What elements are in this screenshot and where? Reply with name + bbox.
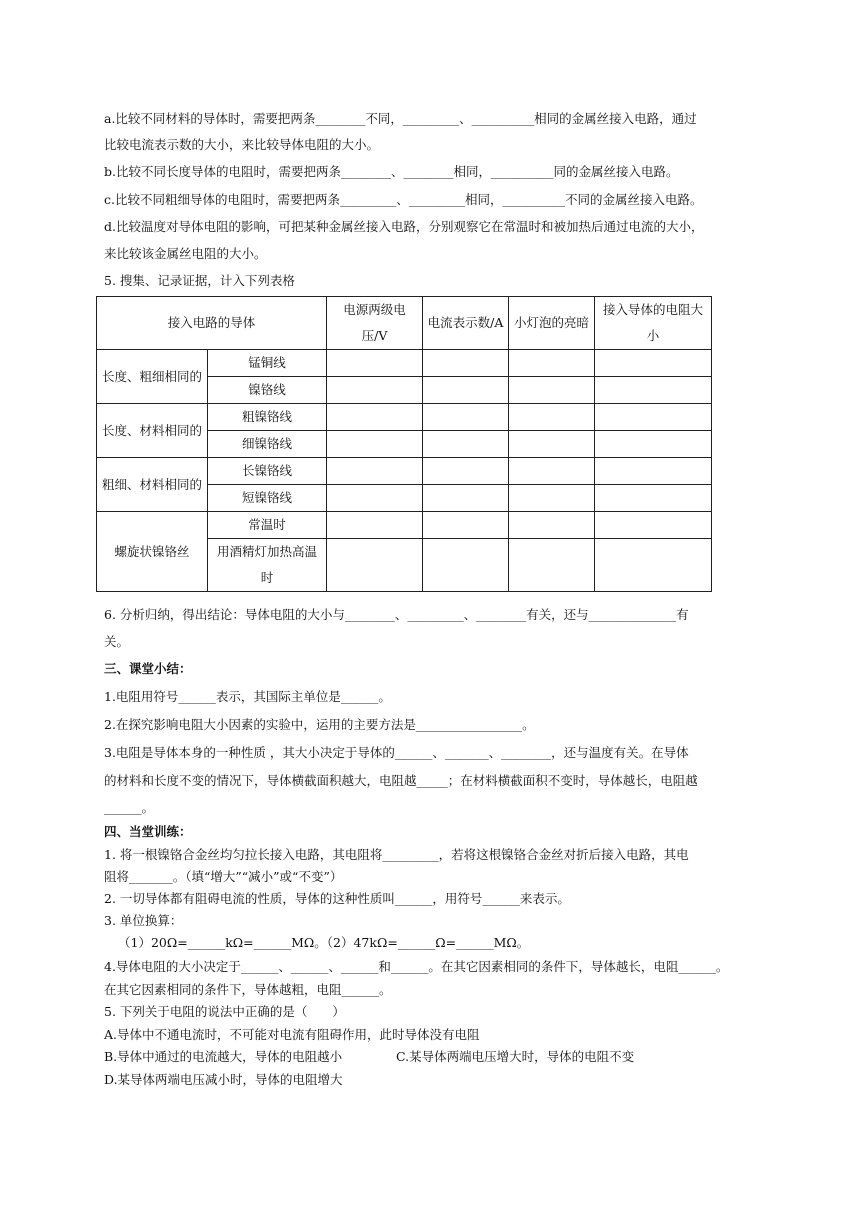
blank-cell[interactable] bbox=[595, 539, 712, 592]
blank-cell[interactable] bbox=[595, 404, 712, 431]
exercise-line: 2. 一切导体都有阻碍电流的性质，导体的这种性质叫______，用符号______来表示。 bbox=[104, 891, 570, 906]
header-resistance: 接入导体的电阻大小 bbox=[595, 297, 712, 350]
exercise-line: 1. 将一根镍铬合金丝均匀拉长接入电路，其电阻将_________，若将这根镍铬合金丝对折后接入电路，其电 bbox=[104, 847, 689, 862]
blank-cell[interactable] bbox=[423, 377, 509, 404]
blank-cell[interactable] bbox=[595, 458, 712, 485]
group-label: 长度、材料相同的 bbox=[97, 404, 208, 458]
header-brightness: 小灯泡的亮暗 bbox=[509, 297, 595, 350]
q6-line2: 关。 bbox=[104, 634, 130, 649]
exercise-line: 5. 下列关于电阻的说法中正确的是（ ） bbox=[104, 1004, 345, 1019]
q-c-line: c.比较不同粗细导体的电阻时，需要把两条_________、_________相同，__________不同的金属丝接入电路。 bbox=[104, 192, 703, 207]
table-row bbox=[97, 512, 712, 539]
table-row bbox=[97, 404, 712, 431]
option-a: A.导体中不通电流时，不可能对电流有阻碍作用，此时导体没有电阻 bbox=[104, 1027, 480, 1042]
q-d-line2: 来比较该金属丝电阻的大小。 bbox=[104, 246, 267, 261]
summary-line: ______。 bbox=[104, 800, 155, 815]
header-current: 电流表示数/A bbox=[423, 297, 509, 350]
section3-title: 三、课堂小结： bbox=[104, 661, 192, 676]
evidence-table bbox=[96, 296, 712, 592]
blank-cell[interactable] bbox=[423, 539, 509, 592]
blank-cell[interactable] bbox=[327, 458, 423, 485]
summary-line: 1.电阻用符号______表示，其国际主单位是______。 bbox=[104, 689, 391, 704]
exercise-line: （1）20Ω=______kΩ=______MΩ。（2）47kΩ=______Ω=______MΩ。 bbox=[118, 935, 530, 950]
blank-cell[interactable] bbox=[327, 539, 423, 592]
blank-cell[interactable] bbox=[327, 404, 423, 431]
item-label: 常温时 bbox=[208, 512, 327, 539]
q5-heading: 5. 搜集、记录证据，计入下列表格 bbox=[104, 273, 295, 288]
blank-cell[interactable] bbox=[423, 431, 509, 458]
blank-cell[interactable] bbox=[423, 458, 509, 485]
q6-line1: 6. 分析归纳，得出结论：导体电阻的大小与________、_________、________有关，还与______________有 bbox=[104, 607, 689, 622]
blank-cell[interactable] bbox=[509, 431, 595, 458]
blank-cell[interactable] bbox=[327, 512, 423, 539]
blank-cell[interactable] bbox=[595, 350, 712, 377]
exercise-line: 在其它因素相同的条件下，导体越粗，电阻______。 bbox=[104, 982, 392, 997]
blank-cell[interactable] bbox=[509, 458, 595, 485]
item-label: 短镍铬线 bbox=[208, 485, 327, 512]
q-b-line: b.比较不同长度导体的电阻时，需要把两条________、________相同，__________同的金属丝接入电路。 bbox=[104, 164, 679, 179]
exercise-line: 3. 单位换算： bbox=[104, 913, 183, 928]
summary-line: 的材料和长度不变的情况下，导体横截面积越大，电阻越_____；在材料横截面积不变时，导体越长，电阻越 bbox=[104, 773, 698, 788]
blank-cell[interactable] bbox=[423, 485, 509, 512]
blank-cell[interactable] bbox=[595, 485, 712, 512]
exercise-line: 4.导体电阻的大小决定于______、______、______和______。在其它因素相同的条件下，导体越长，电阻______。 bbox=[104, 959, 729, 974]
blank-cell[interactable] bbox=[423, 404, 509, 431]
item-label: 长镍铬线 bbox=[208, 458, 327, 485]
q-a-line1: a.比较不同材料的导体时，需要把两条________不同，_________、__________相同的金属丝接入电路，通过 bbox=[104, 111, 697, 126]
group-label: 螺旋状镍铬丝 bbox=[97, 512, 208, 592]
item-label: 锰铜线 bbox=[208, 350, 327, 377]
blank-cell[interactable] bbox=[423, 350, 509, 377]
blank-cell[interactable] bbox=[327, 485, 423, 512]
item-label: 用酒精灯加热高温时 bbox=[208, 539, 327, 592]
option-c: C.某导体两端电压增大时，导体的电阻不变 bbox=[396, 1049, 635, 1064]
blank-cell[interactable] bbox=[509, 350, 595, 377]
summary-line: 3.电阻是导体本身的一种性质 ，其大小决定于导体的______、_______、________，还与温度有关。在导体 bbox=[104, 745, 689, 760]
blank-cell[interactable] bbox=[595, 431, 712, 458]
blank-cell[interactable] bbox=[509, 485, 595, 512]
table-row bbox=[97, 350, 712, 377]
blank-cell[interactable] bbox=[595, 377, 712, 404]
group-label: 粗细、材料相同的 bbox=[97, 458, 208, 512]
q-d-line1: d.比较温度对导体电阻的影响，可把某种金属丝接入电路，分别观察它在常温时和被加热后通过电流的大小， bbox=[104, 219, 704, 234]
option-d: D.某导体两端电压减小时，导体的电阻增大 bbox=[104, 1072, 343, 1087]
header-voltage: 电源两级电压/V bbox=[327, 297, 423, 350]
table-header-row bbox=[97, 297, 712, 350]
item-label: 镍铬线 bbox=[208, 377, 327, 404]
header-conductor: 接入电路的导体 bbox=[97, 297, 327, 350]
summary-line: 2.在探究影响电阻大小因素的实验中，运用的主要方法是_________________。 bbox=[104, 717, 535, 732]
blank-cell[interactable] bbox=[327, 350, 423, 377]
section4-title: 四、当堂训练： bbox=[104, 824, 192, 839]
option-b: B.导体中通过的电流越大，导体的电阻越小 bbox=[104, 1049, 343, 1064]
blank-cell[interactable] bbox=[509, 539, 595, 592]
blank-cell[interactable] bbox=[509, 512, 595, 539]
q-a-line2: 比较电流表示数的大小，来比较导体电阻的大小。 bbox=[104, 137, 380, 152]
item-label: 细镍铬线 bbox=[208, 431, 327, 458]
group-label: 长度、粗细相同的 bbox=[97, 350, 208, 404]
exercise-line: 阻将_______。（填“增大”“减小”或“不变”） bbox=[104, 869, 343, 884]
blank-cell[interactable] bbox=[423, 512, 509, 539]
blank-cell[interactable] bbox=[327, 377, 423, 404]
blank-cell[interactable] bbox=[509, 404, 595, 431]
blank-cell[interactable] bbox=[595, 512, 712, 539]
table-row bbox=[97, 458, 712, 485]
blank-cell[interactable] bbox=[327, 431, 423, 458]
item-label: 粗镍铬线 bbox=[208, 404, 327, 431]
blank-cell[interactable] bbox=[509, 377, 595, 404]
